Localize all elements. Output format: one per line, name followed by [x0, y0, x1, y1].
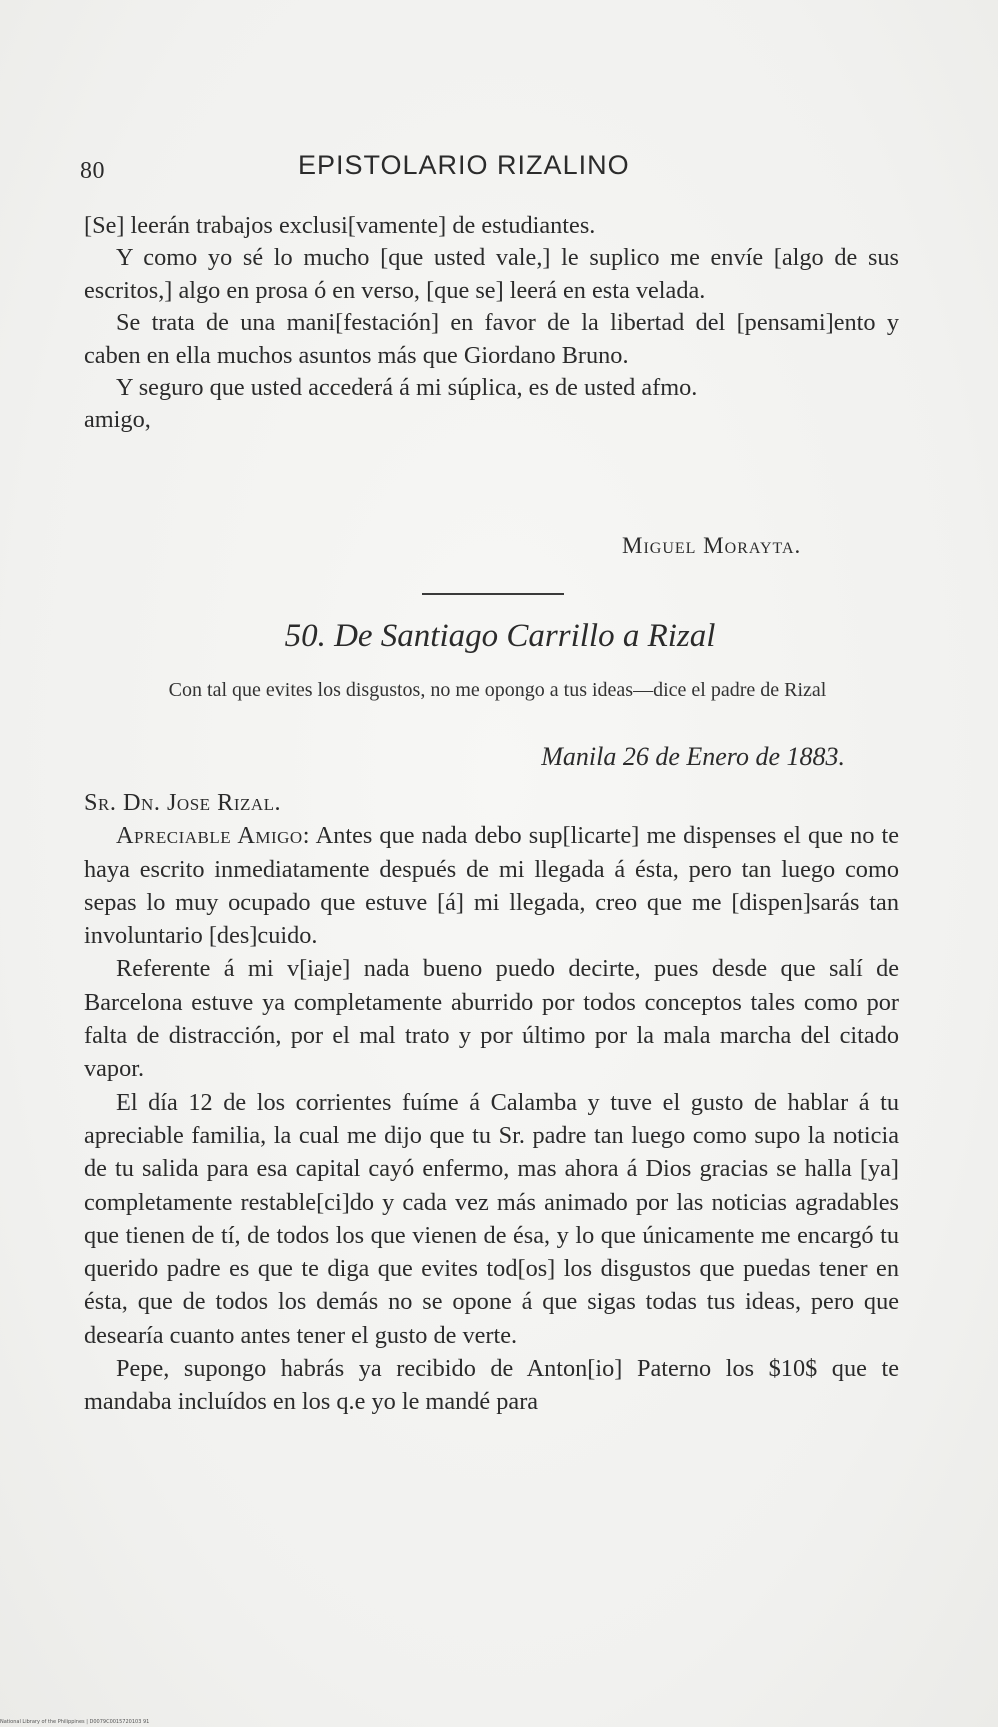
paragraph: [Se] leerán trabajos exclusi[vamente] de estudiantes. — [84, 212, 596, 239]
addressee: Sr. Dn. Jose Rizal. — [84, 789, 282, 816]
paragraph: Y seguro que usted accederá á mi súplica, es de usted afmo. — [116, 374, 698, 402]
previous-letter-end — [84, 210, 899, 437]
page-header — [80, 150, 910, 190]
paragraph — [84, 819, 899, 952]
letter-body — [84, 786, 899, 1419]
signature: Miguel Morayta. — [622, 533, 802, 558]
scan-credit: National Library of the Philippines | D0079C0015720103 91 — [0, 1719, 150, 1725]
running-title: EPISTOLARIO RIZALINO — [298, 150, 630, 180]
paragraph: Referente á mi v[iaje] nada bueno puedo decirte, pues desde que salí de Barcelona estuve ya completamente aburrido por todos conceptos tales como por falta de distracción, por el mal trato y por último por la mala marcha del citado vapor. — [84, 955, 899, 1083]
paragraph: Pepe, supongo habrás ya recibido de Anton[io] Paterno los $10$ que te mandaba incluídos en los q.e yo le mandé para — [84, 1355, 899, 1416]
paragraph: Y como yo sé lo mucho [que usted vale,] le suplico me envíe [algo de sus escritos,] algo en prosa ó en verso, [que se] leerá en esta velada. — [84, 244, 899, 304]
letter-title: 50. De Santiago Carrillo a Rizal — [284, 618, 716, 654]
paragraph-text: Antes que nada debo sup[licarte] me dispenses el que no te haya escrito inmediatamente después de mi llegada á ésta, pero tan luego como sepas lo muy ocupado que estuve [á] mi llegada, creo que me [dispen]sarás tan involuntario [des]cuido. — [84, 822, 899, 950]
closing-line: amigo, — [84, 406, 151, 434]
dateline: Manila 26 de Enero de 1883. — [541, 742, 845, 771]
salutation: Apreciable Amigo: — [116, 822, 310, 850]
letter-summary: Con tal que evites los disgustos, no me opongo a tus ideas—dice el padre de Rizal — [168, 679, 827, 701]
addressee-line — [84, 786, 899, 819]
section-divider — [422, 593, 564, 595]
paragraph: El día 12 de los corrientes fuíme á Calamba y tuve el gusto de hablar á tu apreciable familia, la cual me dijo que tu Sr. padre tan luego como supo la noticia de tu salida para esa capital cayó enfermo, mas ahora á Dios gracias se halla [ya] completamente restable[ci]do y cada vez más animado por las noticias agradables que tienen de tí, de todos los que vienen de ésa, y lo que únicamente me encargó tu querido padre es que te diga que evites tod[os] los disgustos que puedas tener en ésta, que de todos los demás no se opone á que sigas todas tus ideas, pero que desearía cuanto antes tener el gusto de verte. — [84, 1088, 899, 1349]
page-number: 80 — [80, 158, 105, 184]
paragraph: Se trata de una mani[festación] en favor de la libertad del [pensami]ento y caben en ella muchos asuntos más que Giordano Bruno. — [84, 309, 899, 369]
